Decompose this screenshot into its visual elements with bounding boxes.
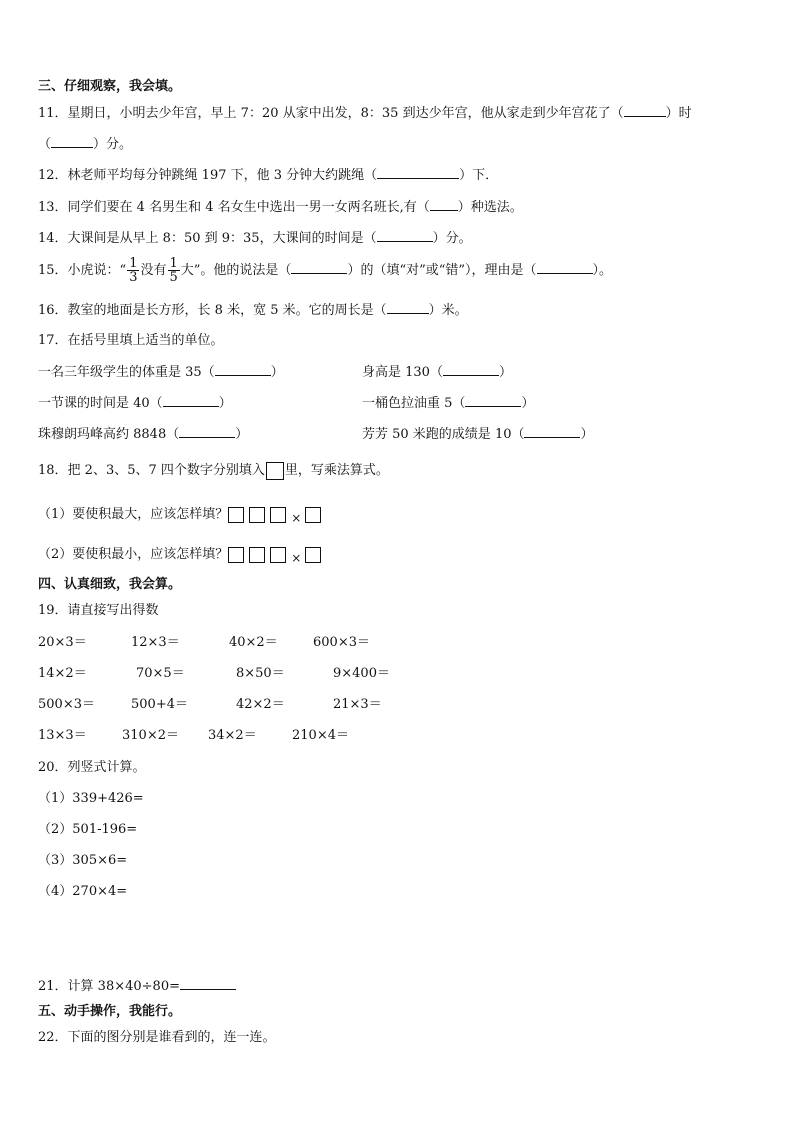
q11-line2-start: （	[38, 137, 52, 152]
digit-box[interactable]	[249, 507, 265, 523]
q15-end: ）。	[592, 263, 613, 278]
question-22: 22．下面的图分别是谁看到的，连一连。	[38, 1030, 276, 1045]
q18-sub2-text: （2）要使积最小，应该怎样填？	[38, 547, 229, 562]
answer-blank[interactable]	[51, 135, 93, 148]
arithmetic-item: 8×50＝	[236, 666, 285, 681]
q11-text-end: ）时	[665, 106, 692, 121]
q17-item	[362, 425, 594, 444]
q14-end: ）分。	[432, 231, 472, 246]
q17-item-text: 一节课的时间是 40（	[38, 396, 163, 411]
digit-box[interactable]	[270, 547, 286, 563]
section-3-title: 三、仔细观察，我会填。	[38, 79, 182, 94]
digit-box[interactable]	[249, 547, 265, 563]
digit-box[interactable]	[305, 547, 321, 563]
q17-item	[38, 363, 284, 382]
q20-item: （3）305×6=	[38, 853, 128, 868]
arithmetic-item: 70×5＝	[136, 666, 185, 681]
question-11-cont	[38, 135, 132, 154]
answer-blank[interactable]	[430, 198, 458, 211]
q11-text: 11．星期日，小明去少年宫，早上 7：20 从家中出发，8：35 到达少年宫，他从家走到少年宫花了（	[38, 106, 624, 121]
answer-blank[interactable]	[180, 977, 236, 990]
q20-item: （1）339+426=	[38, 791, 144, 806]
arithmetic-item: 9×400＝	[333, 666, 390, 681]
q12-end: ）下．	[459, 168, 499, 183]
arithmetic-item: 34×2＝	[208, 728, 257, 743]
arithmetic-item: 500+4＝	[131, 697, 188, 712]
fraction-denominator: 3	[129, 270, 138, 285]
arithmetic-item: 14×2＝	[38, 666, 87, 681]
question-18-sub1	[38, 504, 326, 529]
q17-item	[38, 425, 248, 444]
q17-item	[38, 394, 232, 413]
answer-blank[interactable]	[624, 104, 666, 117]
answer-blank[interactable]	[179, 425, 235, 438]
multiply-sign: ×	[291, 551, 302, 565]
q20-item: （2）501-196=	[38, 822, 138, 837]
answer-blank[interactable]	[377, 229, 433, 242]
q16-text: 16．教室的地面是长方形，长 8 米，宽 5 米。它的周长是（	[38, 303, 387, 318]
q13-text: 13．同学们要在 4 名男生和 4 名女生中选出一男一女两名班长,有（	[38, 200, 430, 215]
q15-middle: 没有	[140, 263, 167, 278]
q20-item: （4）270×4=	[38, 884, 128, 899]
q18-text-end: 里，写乘法算式。	[284, 463, 389, 478]
q17-item-end: ）	[218, 396, 232, 411]
question-16	[38, 301, 468, 320]
arithmetic-item: 600×3＝	[313, 635, 370, 650]
question-12	[38, 166, 498, 185]
digit-box[interactable]	[270, 507, 286, 523]
q16-end: ）米。	[428, 303, 468, 318]
q15-prefix: 15．小虎说：“	[38, 263, 127, 278]
answer-blank[interactable]	[537, 261, 593, 274]
answer-blank[interactable]	[377, 166, 459, 179]
question-21	[38, 977, 236, 996]
q21-text: 21．计算 38×40÷80=	[38, 979, 180, 994]
question-17-title: 17．在括号里填上适当的单位。	[38, 333, 224, 348]
q15-part2: ）的（填“对”或“错”），理由是（	[347, 263, 537, 278]
arithmetic-item: 40×2＝	[229, 635, 278, 650]
answer-blank[interactable]	[215, 363, 271, 376]
digit-box[interactable]	[228, 507, 244, 523]
question-18	[38, 460, 389, 482]
section-4-title: 四、认真细致，我会算。	[38, 577, 182, 592]
fraction-numerator: 1	[169, 256, 178, 271]
arithmetic-item: 500×3＝	[38, 697, 95, 712]
arithmetic-item: 310×2＝	[122, 728, 179, 743]
answer-blank[interactable]	[524, 425, 580, 438]
q14-text: 14．大课间是从早上 8：50 到 9：35，大课间的时间是（	[38, 231, 377, 246]
question-11	[38, 104, 692, 123]
q17-item	[362, 363, 512, 382]
answer-blank[interactable]	[387, 301, 429, 314]
digit-box[interactable]	[305, 507, 321, 523]
answer-blank[interactable]	[443, 363, 499, 376]
q17-item-text: 芳芳 50 米跑的成绩是 10（	[362, 427, 525, 442]
q17-item-end: ）	[235, 427, 249, 442]
q18-text: 18．把 2、3、5、7 四个数字分别填入	[38, 463, 265, 478]
arithmetic-item: 20×3＝	[38, 635, 87, 650]
multiply-sign: ×	[291, 511, 302, 525]
question-13	[38, 198, 523, 217]
q17-item-end: ）	[521, 396, 535, 411]
arithmetic-item: 13×3＝	[38, 728, 87, 743]
answer-blank[interactable]	[291, 261, 347, 274]
question-14	[38, 229, 472, 248]
q17-item-text: 珠穆朗玛峰高约 8848（	[38, 427, 180, 442]
fraction-one-third	[127, 257, 139, 284]
q15-suffix: 大”。他的说法是（	[180, 263, 292, 278]
q17-item-end: ）	[498, 365, 512, 380]
arithmetic-item: 21×3＝	[333, 697, 382, 712]
arithmetic-item: 12×3＝	[131, 635, 180, 650]
section-5-title: 五、动手操作，我能行。	[38, 1004, 182, 1019]
question-15	[38, 256, 612, 286]
q17-item-text: 一桶色拉油重 5（	[362, 396, 466, 411]
question-20-title: 20．列竖式计算。	[38, 760, 146, 775]
arithmetic-item: 210×4＝	[292, 728, 349, 743]
q18-sub1-text: （1）要使积最大，应该怎样填？	[38, 507, 229, 522]
q11-line2-end: ）分。	[93, 137, 133, 152]
fraction-one-fifth	[168, 257, 180, 284]
fraction-denominator: 5	[169, 270, 178, 285]
q13-end: ）种选法。	[457, 200, 523, 215]
fraction-numerator: 1	[129, 256, 138, 271]
empty-box-icon	[266, 462, 284, 480]
q17-item	[362, 394, 534, 413]
arithmetic-item: 42×2＝	[236, 697, 285, 712]
q17-item-text: 一名三年级学生的体重是 35（	[38, 365, 215, 380]
answer-blank[interactable]	[163, 394, 219, 407]
question-19-title: 19．请直接写出得数	[38, 603, 159, 618]
digit-box[interactable]	[228, 547, 244, 563]
q17-item-end: ）	[580, 427, 594, 442]
answer-blank[interactable]	[465, 394, 521, 407]
q17-item-end: ）	[270, 365, 284, 380]
q12-text: 12．林老师平均每分钟跳绳 197 下，他 3 分钟大约跳绳（	[38, 168, 378, 183]
question-18-sub2	[38, 544, 326, 569]
q17-item-text: 身高是 130（	[362, 365, 443, 380]
